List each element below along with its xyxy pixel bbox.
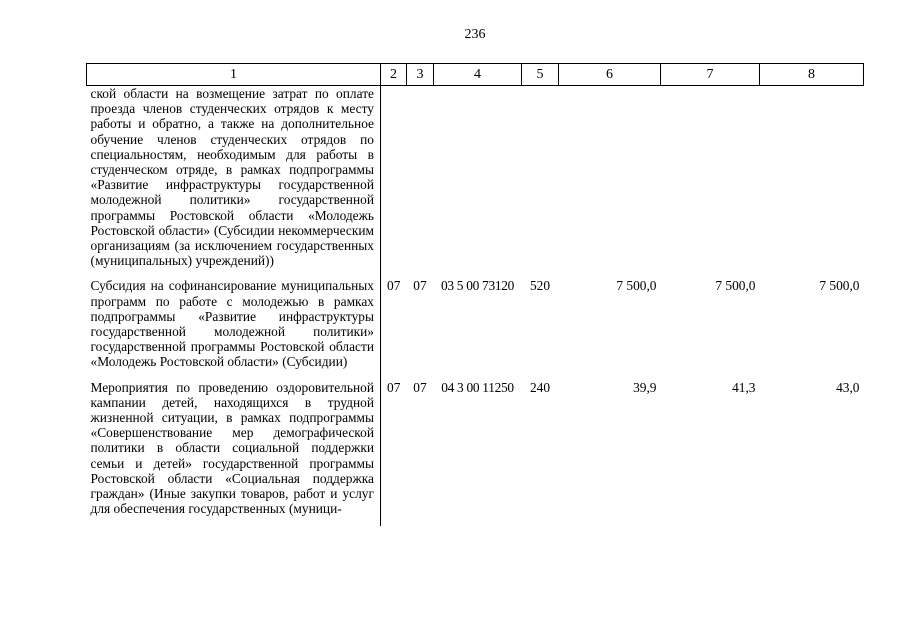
row-expense-type: [522, 86, 559, 279]
table-row: [87, 278, 864, 379]
table-row: [87, 380, 864, 527]
row-description: ской области на возмещение затрат по оплате проезда членов студенческих отрядов к месту работы и обратно, а также на дополнительное обучение членов студенческих отрядов по специальностям, необходимым для работы в студенческом отряде, в рамках подпрограммы «Развитие инфраструктуры государственной молодежной политики» государственной программы Ростовской области «Молодежь Ростовской области» (Субсидии некоммерческим организациям (за исключением государственных (муниципальных) учреждений)): [87, 86, 381, 279]
row-section-code: 07: [387, 379, 401, 395]
row-description: Мероприятия по проведению оздоровительной кампании детей, находящихся в трудной жизненной ситуации, в рамках подпрограммы «Совершенствование мер демографической политики в области социальной поддержки семьи и детей» государственной программы Ростовской области «Социальная поддержка граждан» (Иные закупки товаров, работ и услуг для обеспечения государственных (муници-: [87, 380, 381, 527]
page-number: 236: [464, 27, 486, 42]
row-amount-year1: [559, 86, 661, 279]
column-header-2: 2: [381, 64, 407, 86]
budget-table: [86, 63, 864, 526]
column-header-1: 1: [87, 64, 381, 86]
column-header-7: 7: [661, 64, 760, 86]
row-target-article: 03 5 00 73120: [440, 278, 515, 294]
row-description: Субсидия на софинансирование муниципальных программ по работе с молодежью в рамках подпрограммы «Развитие инфраструктуры государственной молодежной политики» государственной программы Ростовской области «Молодежь Ростовской области» (Субсидии): [87, 278, 381, 379]
row-section-code: [381, 86, 407, 279]
column-header-3: 3: [407, 64, 434, 86]
column-header-8: 8: [760, 64, 864, 86]
column-header-5: 5: [522, 64, 559, 86]
row-section-code: 07: [387, 278, 401, 294]
row-target-article: 04 3 00 11250: [441, 379, 514, 395]
row-subsection-code: 07: [413, 278, 427, 294]
row-subsection-code: [407, 86, 434, 279]
column-header-6: 6: [559, 64, 661, 86]
row-amount-year2: 41,3: [732, 379, 756, 395]
row-amount-year1: 7 500,0: [616, 278, 657, 294]
row-amount-year3: 7 500,0: [819, 278, 860, 294]
row-amount-year2: [661, 86, 760, 279]
row-amount-year3: 43,0: [836, 379, 860, 395]
table-row: [87, 86, 864, 279]
row-expense-type: 240: [529, 379, 551, 395]
row-subsection-code: 07: [413, 379, 427, 395]
row-amount-year1: 39,9: [633, 379, 657, 395]
row-amount-year3: [760, 86, 864, 279]
row-amount-year2: 7 500,0: [715, 278, 756, 294]
row-target-article: [434, 86, 522, 279]
header-row: [87, 64, 864, 86]
column-header-4: 4: [434, 64, 522, 86]
row-expense-type: 520: [529, 278, 551, 294]
